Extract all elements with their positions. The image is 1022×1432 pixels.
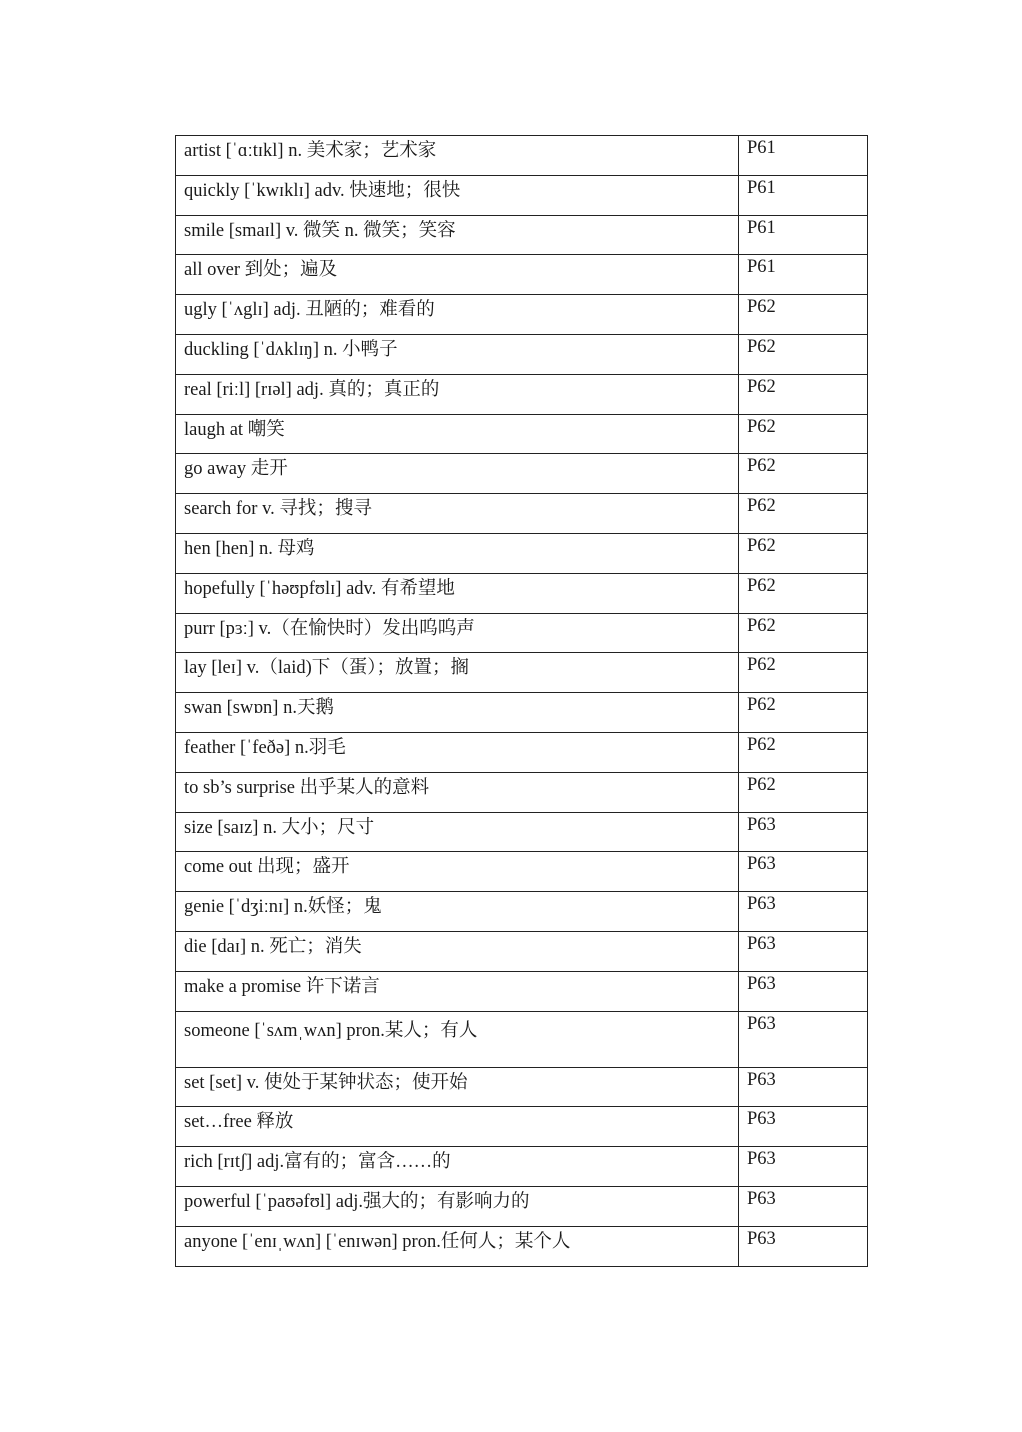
table-row bbox=[176, 693, 868, 733]
page-reference: P62 bbox=[739, 414, 868, 454]
page-reference: P63 bbox=[739, 931, 868, 971]
vocabulary-entry: to sb’s surprise 出乎某人的意料 bbox=[176, 772, 739, 812]
page-reference: P62 bbox=[739, 653, 868, 693]
table-row bbox=[176, 175, 868, 215]
table-row bbox=[176, 1011, 868, 1067]
vocabulary-entry: set [set] v. 使处于某钟状态；使开始 bbox=[176, 1067, 739, 1107]
table-row bbox=[176, 1186, 868, 1226]
page-reference: P62 bbox=[739, 732, 868, 772]
page-reference: P62 bbox=[739, 613, 868, 653]
vocabulary-entry: purr [pɜː] v.（在愉快时）发出呜呜声 bbox=[176, 613, 739, 653]
vocabulary-entry: lay [leɪ] v.（laid)下（蛋）；放置；搁 bbox=[176, 653, 739, 693]
page-reference: P62 bbox=[739, 772, 868, 812]
page-reference: P62 bbox=[739, 573, 868, 613]
page-reference: P62 bbox=[739, 374, 868, 414]
page-reference: P62 bbox=[739, 693, 868, 733]
vocabulary-entry: feather [ˈfeðə] n.羽毛 bbox=[176, 732, 739, 772]
vocabulary-entry: come out 出现；盛开 bbox=[176, 852, 739, 892]
table-row bbox=[176, 295, 868, 335]
vocabulary-entry: artist [ˈɑːtɪkl] n. 美术家；艺术家 bbox=[176, 136, 739, 176]
table-row bbox=[176, 732, 868, 772]
page-reference: P61 bbox=[739, 255, 868, 295]
table-row bbox=[176, 772, 868, 812]
vocabulary-entry: someone [ˈsʌmˌwʌn] pron.某人；有人 bbox=[176, 1011, 739, 1067]
table-row bbox=[176, 136, 868, 176]
table-row bbox=[176, 1067, 868, 1107]
vocabulary-entry: hopefully [ˈhəʊpfʊlɪ] adv. 有希望地 bbox=[176, 573, 739, 613]
page-reference: P62 bbox=[739, 334, 868, 374]
vocabulary-entry: rich [rɪtʃ] adj.富有的；富含……的 bbox=[176, 1147, 739, 1187]
table-row bbox=[176, 852, 868, 892]
vocabulary-entry: genie [ˈdʒiːnɪ] n.妖怪；鬼 bbox=[176, 892, 739, 932]
table-row bbox=[176, 374, 868, 414]
vocabulary-entry: anyone [ˈenɪˌwʌn] [ˈenɪwən] pron.任何人；某个人 bbox=[176, 1226, 739, 1266]
page-reference: P63 bbox=[739, 1107, 868, 1147]
table-row bbox=[176, 1147, 868, 1187]
table-row bbox=[176, 533, 868, 573]
vocabulary-entry: search for v. 寻找；搜寻 bbox=[176, 494, 739, 534]
table-row bbox=[176, 454, 868, 494]
page-reference: P63 bbox=[739, 812, 868, 852]
page-reference: P63 bbox=[739, 1067, 868, 1107]
table-row bbox=[176, 931, 868, 971]
vocabulary-entry: size [saɪz] n. 大小；尺寸 bbox=[176, 812, 739, 852]
page-reference: P61 bbox=[739, 175, 868, 215]
vocabulary-entry: set…free 释放 bbox=[176, 1107, 739, 1147]
table-row bbox=[176, 1107, 868, 1147]
page-reference: P63 bbox=[739, 852, 868, 892]
vocabulary-entry: swan [swɒn] n.天鹅 bbox=[176, 693, 739, 733]
page-reference: P62 bbox=[739, 454, 868, 494]
page-reference: P63 bbox=[739, 1186, 868, 1226]
vocabulary-entry: make a promise 许下诺言 bbox=[176, 971, 739, 1011]
table-row bbox=[176, 414, 868, 454]
table-row bbox=[176, 971, 868, 1011]
vocabulary-entry: duckling [ˈdʌklɪŋ] n. 小鸭子 bbox=[176, 334, 739, 374]
page-reference: P63 bbox=[739, 1226, 868, 1266]
vocabulary-entry: quickly [ˈkwɪklɪ] adv. 快速地；很快 bbox=[176, 175, 739, 215]
page-reference: P63 bbox=[739, 1147, 868, 1187]
vocabulary-table bbox=[175, 135, 868, 1267]
page-reference: P61 bbox=[739, 215, 868, 255]
table-row bbox=[176, 812, 868, 852]
page-reference: P62 bbox=[739, 494, 868, 534]
page-reference: P62 bbox=[739, 295, 868, 335]
vocabulary-entry: smile [smaɪl] v. 微笑 n. 微笑；笑容 bbox=[176, 215, 739, 255]
table-row bbox=[176, 1226, 868, 1266]
table-row bbox=[176, 653, 868, 693]
page-reference: P62 bbox=[739, 533, 868, 573]
table-row bbox=[176, 613, 868, 653]
vocabulary-entry: all over 到处；遍及 bbox=[176, 255, 739, 295]
table-row bbox=[176, 215, 868, 255]
vocabulary-entry: ugly [ˈʌglɪ] adj. 丑陋的；难看的 bbox=[176, 295, 739, 335]
vocabulary-table-body bbox=[176, 136, 868, 1267]
table-row bbox=[176, 334, 868, 374]
table-row bbox=[176, 892, 868, 932]
table-row bbox=[176, 573, 868, 613]
page-reference: P63 bbox=[739, 892, 868, 932]
table-row bbox=[176, 494, 868, 534]
page-reference: P63 bbox=[739, 971, 868, 1011]
page-reference: P61 bbox=[739, 136, 868, 176]
vocabulary-entry: real [riːl] [rɪəl] adj. 真的；真正的 bbox=[176, 374, 739, 414]
vocabulary-entry: go away 走开 bbox=[176, 454, 739, 494]
vocabulary-entry: laugh at 嘲笑 bbox=[176, 414, 739, 454]
table-row bbox=[176, 255, 868, 295]
vocabulary-entry: powerful [ˈpaʊəfʊl] adj.强大的；有影响力的 bbox=[176, 1186, 739, 1226]
vocabulary-entry: hen [hen] n. 母鸡 bbox=[176, 533, 739, 573]
vocabulary-entry: die [daɪ] n. 死亡；消失 bbox=[176, 931, 739, 971]
page-reference: P63 bbox=[739, 1011, 868, 1067]
